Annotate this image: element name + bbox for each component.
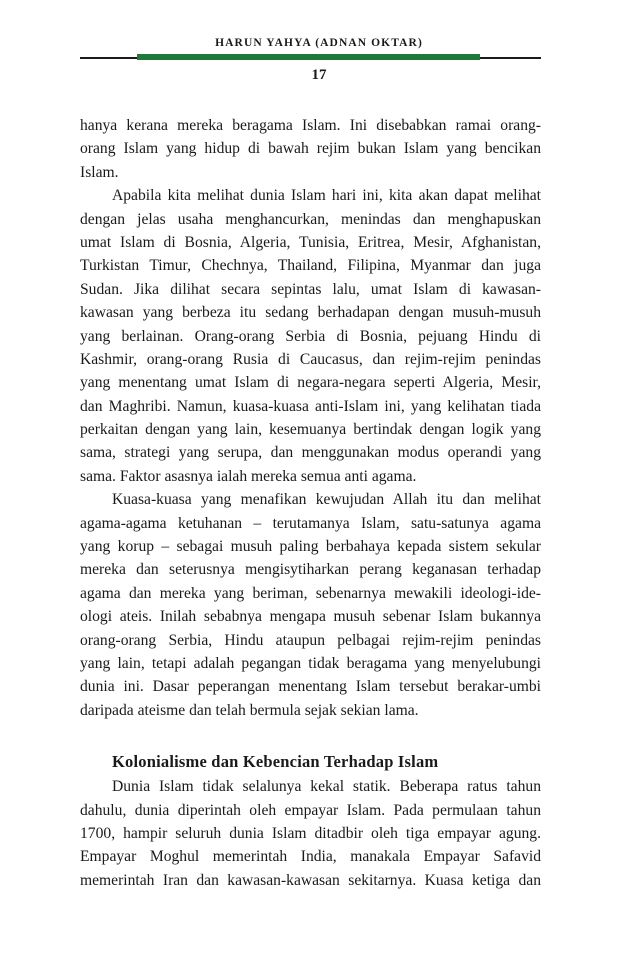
text-line: orang Islam yang hidup di bawah rejim bukan Islam yang bencikan	[80, 140, 541, 158]
text-line: yang menentang umat Islam di negara-negara seperti Algeria, Mesir,	[80, 374, 541, 392]
text-line: daripada ateisme dan telah bermula sejak sekian lama.	[80, 701, 419, 719]
text-line: Kuasa-kuasa yang menafikan kewujudan Allah itu dan melihat	[112, 491, 541, 509]
paragraph-2	[80, 184, 541, 488]
text-line: Kashmir, orang-orang Rusia di Caucasus, dan rejim-rejim penindas	[80, 350, 541, 368]
text-line: ologi ateis. Inilah sebabnya mengapa musuh sebenar Islam bukannya	[80, 608, 541, 626]
text-line: sama, strategi yang serupa, dan menggunakan modus operandi yang	[80, 444, 541, 462]
text-line: memerintah Iran dan kawasan-kawasan sekitarnya. Kuasa ketiga dan	[80, 871, 541, 889]
section-gap	[80, 722, 541, 745]
paragraph-4	[80, 775, 541, 892]
header-rule-accent	[137, 54, 480, 60]
page-number: 17	[311, 67, 327, 83]
text-line: Empayar Moghul memerintah India, manakala Empayar Safavid	[80, 848, 541, 866]
text-line: Islam.	[80, 163, 119, 181]
text-line: yang korup – sebagai musuh paling berbahaya kepada sistem sekular	[80, 538, 541, 556]
paragraph-1	[80, 114, 541, 184]
text-line: Turkistan Timur, Chechnya, Thailand, Filipina, Myanmar dan juga	[80, 257, 541, 275]
body-text	[80, 114, 541, 892]
text-line: Sudan. Jika dilihat secara sepintas lalu, umat Islam di kawasan-	[80, 280, 541, 298]
text-line: yang lain, tetapi adalah pegangan tidak beragama yang menyelubungi	[80, 654, 541, 672]
text-line: 1700, hampir seluruh dunia Islam ditadbir oleh tiga empayar agung.	[80, 824, 541, 842]
text-line: agama-agama ketuhanan – terutamanya Islam, satu-satunya agama	[80, 514, 541, 532]
text-line: Apabila kita melihat dunia Islam hari ini, kita akan dapat melihat	[112, 187, 541, 205]
text-line: agama dan mereka yang beriman, sebenarnya mewakili ideologi-ide-	[80, 584, 541, 602]
text-line: dunia ini. Dasar peperangan menentang Islam tersebut berakar-umbi	[80, 678, 541, 696]
section-heading: Kolonialisme dan Kebencian Terhadap Islam	[112, 752, 439, 772]
text-line: orang-orang Serbia, Hindu ataupun pelbagai rejim-rejim penindas	[80, 631, 541, 649]
running-head: HARUN YAHYA (ADNAN OKTAR)	[215, 37, 423, 49]
text-line: perkaitan dengan yang lain, kesemuanya bertindak dengan logik yang	[80, 421, 541, 439]
text-line: yang berlainan. Orang-orang Serbia di Bosnia, pejuang Hindu di	[80, 327, 541, 345]
text-line: hanya kerana mereka beragama Islam. Ini disebabkan ramai orang-	[80, 117, 541, 134]
text-line: kawasan yang berbeza itu sedang berhadapan dengan musuh-musuh	[80, 304, 541, 322]
paragraph-3	[80, 488, 541, 722]
text-line: mereka dan seterusnya mengisytiharkan perang keganasan terhadap	[80, 561, 541, 579]
text-line: sama. Faktor asasnya ialah mereka semua anti agama.	[80, 467, 417, 485]
text-line: dengan jelas usaha menghancurkan, menindas dan menghapuskan	[80, 210, 541, 228]
text-line: umat Islam di Bosnia, Algeria, Tunisia, Eritrea, Mesir, Afghanistan,	[80, 233, 541, 251]
text-line: dan Maghribi. Namun, kuasa-kuasa anti-Islam ini, yang kelihatan tiada	[80, 397, 541, 415]
text-line: Dunia Islam tidak selalunya kekal statik. Beberapa ratus tahun	[112, 778, 541, 796]
text-line: dahulu, dunia diperintah oleh empayar Islam. Pada permulaan tahun	[80, 801, 541, 819]
